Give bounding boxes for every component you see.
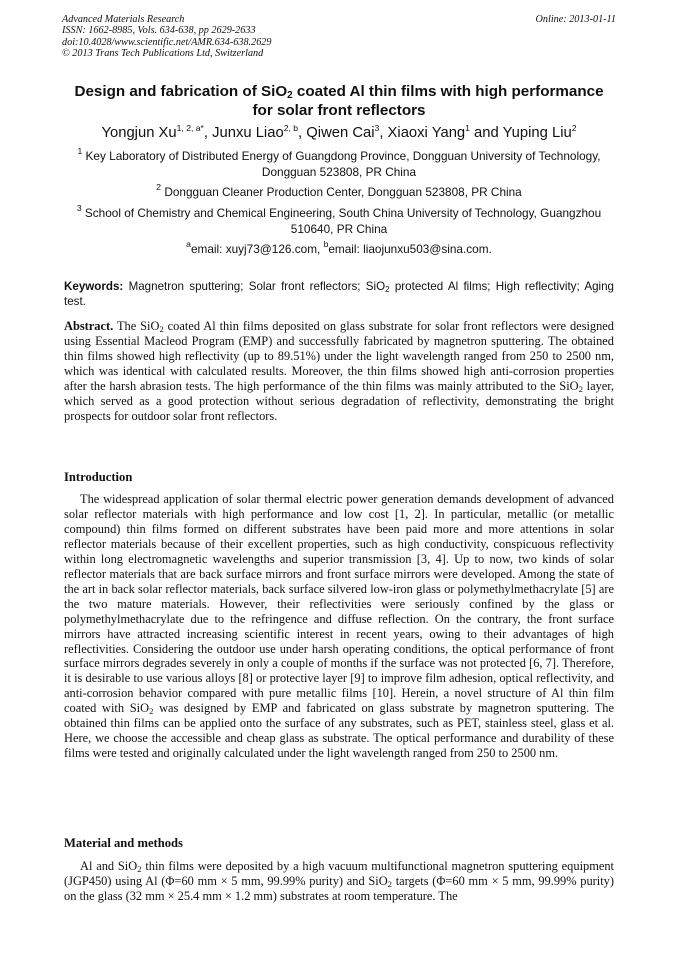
paper-title: [64, 82, 614, 120]
journal-issn: ISSN: 1662-8985, Vols. 634-638, pp 2629-2633: [62, 25, 256, 37]
introduction-body: The widespread application of solar thermal electric power generation demands development of advanced solar reflector materials with high performance and low cost [1, 2]. In particular, metallic (or metallic compound) thin films formed on different substrates have been paid more and more attentions in solar reflector materials because of their excellent properties, such as high conductivity, conspicuous reflectivity within long electromagnetic wavelengths and superior transmission [3, 4]. Up to now, two kinds of solar reflector materials that are back surface mirrors and front surface mirrors were developed. Among the state of the art in back solar reflector materials, back surface silvered low-iron glass or polymethylmethacrylate [5] are the two mature materials. However, their reflectivities were seriously confined by the glass or polymethylmethacrylate due to the refringence and diffuse reflection. On the contrary, the front surface mirrors have attracted increasing scientific interest in recent years, owing to their advantages of high reflectivities. Considering the outdoor use under harsh operating conditions, the optical performance of front surface mirrors degrades severely in only a couple of months if the surface was not protected [6, 7]. Therefore, it is desirable to use various alloys [8] or protective layer [9] to improve film adhesion, optical reflectivity, and anti-corrosion behavior compared with pure metallic films [10]. Herein, a novel structure of Al thin film coated with SiO$_2$ was designed by EMP and fabricated on glass substrate by magnetron sputtering. The obtained thin films can be applied onto the surface of any substrates, such as PET, stainless steel, glass et al. Here, we choose the accessible and cheap glass as substrate. The optical performance and durability of these films were tested and originally calculated under the light wavelength ranged from 250 to 2500 nm.: [64, 492, 614, 761]
author: Qiwen Cai$^3$,: [306, 123, 388, 141]
author: Junxu Liao$^{2, b}$,: [212, 123, 307, 141]
introduction-heading: Introduction: [64, 470, 133, 484]
title-subscript: 2: [287, 90, 293, 101]
journal-header: [62, 14, 616, 60]
methods-heading: Material and methods: [64, 836, 183, 850]
methods-body: Al and SiO$_2$ thin films were deposited by a high vacuum multifunctional magnetron sputtering equipment (JGP450) using Al (Φ=60 mm × 5 mm, 99.99% purity) and SiO$_2$ targets (Φ=60 mm × 5 mm, 99.99% purity) on the glass (32 mm × 25.4 mm × 1.2 mm) substrates at room temperature. The: [64, 859, 614, 903]
journal-name: Advanced Materials Research: [62, 14, 185, 25]
title-text-2: coated Al thin films with high performance for solar front reflectors: [252, 83, 604, 119]
affiliation-2: $^2$ Dongguan Cleaner Production Center, Dongguan 523808, PR China: [156, 182, 522, 199]
title-text-1: Design and fabrication of SiO: [74, 83, 288, 100]
journal-doi: doi:10.4028/www.scientific.net/AMR.634-638.2629: [62, 36, 272, 48]
author-list: [40, 124, 638, 142]
author-emails: $^a$email: xuyj73@126.com, $^b$email: liaojunxu503@sina.com.: [186, 239, 492, 256]
affiliation-3: $^3$ School of Chemistry and Chemical Engineering, South China University of Technology, Guangzhou 510640, PR China: [76, 203, 602, 236]
affiliation-1: $^1$ Key Laboratory of Distributed Energy of Guangdong Province, Dongguan University of Technology, Dongguan 523808, PR China: [77, 146, 601, 179]
keywords-label: Keywords:: [64, 280, 124, 293]
author: Xiaoxi Yang$^1$ and: [387, 123, 503, 141]
abstract-label: Abstract.: [64, 319, 114, 333]
abstract: Abstract. The SiO$_2$ coated Al thin films deposited on glass substrate for solar front reflectors were designed using Essential Macleod Program (EMP) and successfully fabricated by magnetron sputtering. The obtained thin films showed high reflectivity (up to 89.51%) under the light wavelength ranged from 250 to 2500 nm, which was identical with calculated results. Moreover, the thin films showed high anti-corrosion properties after the harsh abrasion tests. The high performance of the thin films was mainly attributed to the SiO$_2$ layer, which served as a good protection without serious degradation of reflectivity, demonstrating the bright prospects for outdoor solar front reflectors.: [64, 319, 615, 423]
author: Yuping Liu$^2$: [502, 123, 577, 141]
journal-copyright: © 2013 Trans Tech Publications Ltd, Switzerland: [62, 48, 264, 60]
author: Yongjun $Xu^{1, 2, a*}$,: [101, 123, 213, 141]
keywords: Keywords: Magnetron sputtering; Solar front reflectors; SiO$_2$ protected Al films; High reflectivity; Aging test.: [64, 280, 614, 308]
online-date: Online: 2013-01-11: [535, 14, 616, 25]
